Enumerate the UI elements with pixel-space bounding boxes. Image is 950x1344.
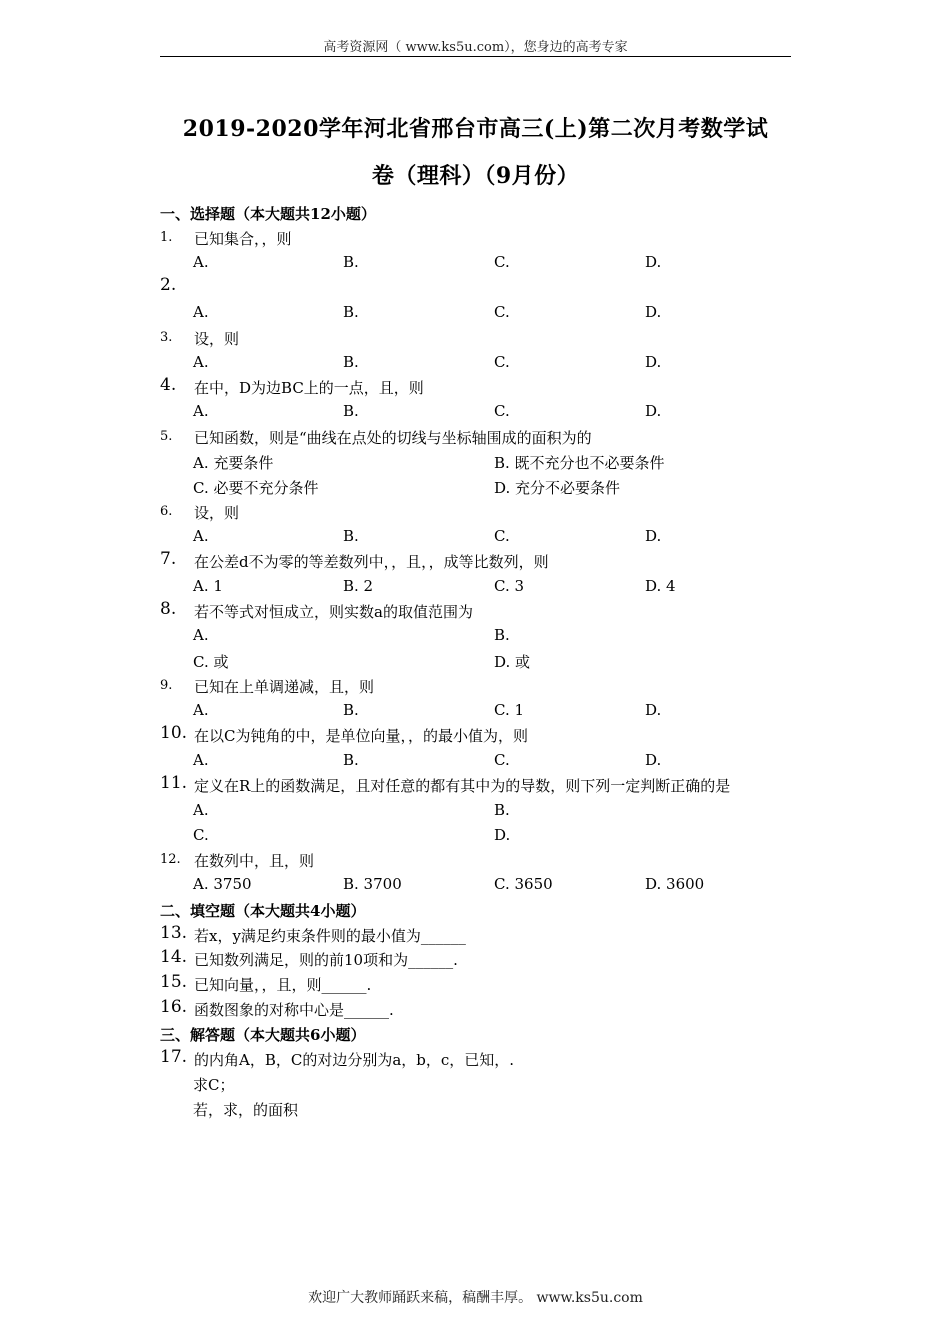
question-9 xyxy=(160,676,800,700)
option-b: B. 既不充分也不必要条件 xyxy=(494,454,665,472)
option-d: D. xyxy=(645,701,662,719)
option-c: C. 3650 xyxy=(494,875,553,893)
question-10 xyxy=(160,725,800,749)
question-11-options-row1 xyxy=(193,801,793,825)
question-number: 8. xyxy=(160,599,177,619)
question-text: 在中，D为边BC上的一点，且，则 xyxy=(194,379,424,397)
option-b: B. xyxy=(343,303,359,321)
option-b: B. xyxy=(343,253,359,271)
question-number: 17. xyxy=(160,1047,188,1067)
question-1-options xyxy=(193,253,793,277)
option-c: C. xyxy=(193,826,209,844)
section-heading-fill: 二、填空题（本大题共4小题） xyxy=(160,902,366,920)
section-heading-answer: 三、解答题（本大题共6小题） xyxy=(160,1026,366,1044)
question-10-options xyxy=(193,751,793,775)
question-number: 2. xyxy=(160,275,177,295)
question-text: 已知函数，则是“曲线在点处的切线与坐标轴围成的面积为的 xyxy=(194,429,592,447)
option-a: A. xyxy=(193,402,209,420)
question-text: 在公差d不为零的等差数列中，，且，，成等比数列，则 xyxy=(194,553,549,571)
question-12 xyxy=(160,850,800,874)
question-text: 若x，y满足约束条件则的最小值为______ xyxy=(194,927,466,945)
question-2-options xyxy=(193,303,793,327)
question-number: 9. xyxy=(160,678,173,693)
question-text: 设，则 xyxy=(194,504,240,522)
question-3 xyxy=(160,328,800,352)
question-17 xyxy=(160,1049,800,1073)
question-13 xyxy=(160,925,800,949)
option-a: A. xyxy=(193,353,209,371)
question-number: 16. xyxy=(160,997,188,1017)
question-8-options-row1 xyxy=(193,626,793,650)
question-text: 在以C为钝角的中，是单位向量，，的最小值为，则 xyxy=(194,727,528,745)
question-5-options-row2 xyxy=(193,477,793,501)
option-d: D. 充分不必要条件 xyxy=(494,479,621,497)
option-a: A. xyxy=(193,801,209,819)
question-number: 3. xyxy=(160,330,173,345)
option-b: B. 3700 xyxy=(343,875,402,893)
page-header: 高考资源网（ www.ks5u.com），您身边的高考专家 xyxy=(323,40,628,55)
question-number: 6. xyxy=(160,504,173,519)
option-a: A. xyxy=(193,303,209,321)
question-8 xyxy=(160,601,800,625)
question-5 xyxy=(160,427,800,451)
question-9-options xyxy=(193,701,793,725)
question-text: 在数列中，且，则 xyxy=(194,852,315,870)
question-number: 15. xyxy=(160,972,188,992)
option-c: C. 必要不充分条件 xyxy=(193,479,319,497)
question-11-options-row2 xyxy=(193,826,793,850)
question-text: 定义在R上的函数满足，且对任意的都有其中为的导数，则下列一定判断正确的是 xyxy=(194,777,731,795)
option-b: B. xyxy=(343,402,359,420)
option-a: A. xyxy=(193,701,209,719)
question-number: 14. xyxy=(160,947,188,967)
question-12-options xyxy=(193,875,793,899)
option-d: D. xyxy=(645,303,662,321)
option-c: C. xyxy=(494,527,510,545)
question-17-part-1: 求C； xyxy=(193,1076,235,1094)
question-4 xyxy=(160,377,800,401)
option-a: A. xyxy=(193,751,209,769)
option-a: A. 1 xyxy=(193,577,223,595)
question-number: 10. xyxy=(160,723,188,743)
question-text: 已知向量，，且，则______. xyxy=(194,976,372,994)
question-number: 12. xyxy=(160,852,181,867)
question-17-part-2: 若，求，的面积 xyxy=(193,1101,299,1119)
question-14 xyxy=(160,949,800,973)
option-b: B. 2 xyxy=(343,577,374,595)
question-number: 13. xyxy=(160,923,188,943)
option-a: A. xyxy=(193,626,209,644)
question-6 xyxy=(160,502,800,526)
option-c: C. 或 xyxy=(193,653,229,671)
question-text: 函数图象的对称中心是______. xyxy=(194,1001,394,1019)
question-text: 若不等式对恒成立，则实数a的取值范围为 xyxy=(194,603,473,621)
question-5-options-row1 xyxy=(193,452,793,476)
question-text: 设，则 xyxy=(194,330,240,348)
option-d: D. xyxy=(645,353,662,371)
page-title-line1: 2019-2020学年河北省邢台市高三(上)第二次月考数学试 xyxy=(182,116,769,142)
option-b: B. xyxy=(494,801,510,819)
option-d: D. 或 xyxy=(494,653,531,671)
option-d: D. xyxy=(645,402,662,420)
option-d: D. xyxy=(494,826,511,844)
question-number: 11. xyxy=(160,773,188,793)
option-c: C. xyxy=(494,303,510,321)
option-a: A. 3750 xyxy=(193,875,252,893)
option-b: B. xyxy=(343,751,359,769)
question-number: 1. xyxy=(160,230,173,245)
option-d: D. xyxy=(645,253,662,271)
header-divider xyxy=(160,56,791,57)
question-text: 的内角A，B，C的对边分别为a，b，c，已知，. xyxy=(194,1051,515,1069)
question-2 xyxy=(160,277,800,301)
option-a: A. 充要条件 xyxy=(193,454,274,472)
page-footer: 欢迎广大教师踊跃来稿，稿酬丰厚。 www.ks5u.com xyxy=(308,1290,643,1306)
option-c: C. 1 xyxy=(494,701,525,719)
option-d: D. xyxy=(645,751,662,769)
question-7 xyxy=(160,551,800,575)
question-text: 已知在上单调递减，且，则 xyxy=(194,678,375,696)
option-d: D. 4 xyxy=(645,577,676,595)
option-c: C. xyxy=(494,751,510,769)
question-4-options xyxy=(193,402,793,426)
question-text: 已知集合，，则 xyxy=(194,230,292,248)
question-1 xyxy=(160,228,800,252)
option-d: D. 3600 xyxy=(645,875,705,893)
option-b: B. xyxy=(343,701,359,719)
question-6-options xyxy=(193,527,793,551)
option-a: A. xyxy=(193,527,209,545)
option-c: C. xyxy=(494,353,510,371)
option-b: B. xyxy=(343,527,359,545)
question-15 xyxy=(160,974,800,998)
question-16 xyxy=(160,999,800,1023)
option-a: A. xyxy=(193,253,209,271)
option-c: C. xyxy=(494,253,510,271)
question-number: 5. xyxy=(160,429,173,444)
question-number: 7. xyxy=(160,549,177,569)
option-b: B. xyxy=(343,353,359,371)
option-d: D. xyxy=(645,527,662,545)
question-number: 4. xyxy=(160,375,177,395)
question-3-options xyxy=(193,353,793,377)
page-title-line2: 卷（理科）（9月份） xyxy=(371,163,580,189)
section-heading-choice: 一、选择题（本大题共12小题） xyxy=(160,205,376,223)
question-8-options-row2 xyxy=(193,651,793,675)
option-c: C. xyxy=(494,402,510,420)
option-c: C. 3 xyxy=(494,577,525,595)
option-b: B. xyxy=(494,626,510,644)
question-7-options xyxy=(193,577,793,601)
question-text: 已知数列满足，则的前10项和为______. xyxy=(194,951,458,969)
question-11 xyxy=(160,775,800,799)
